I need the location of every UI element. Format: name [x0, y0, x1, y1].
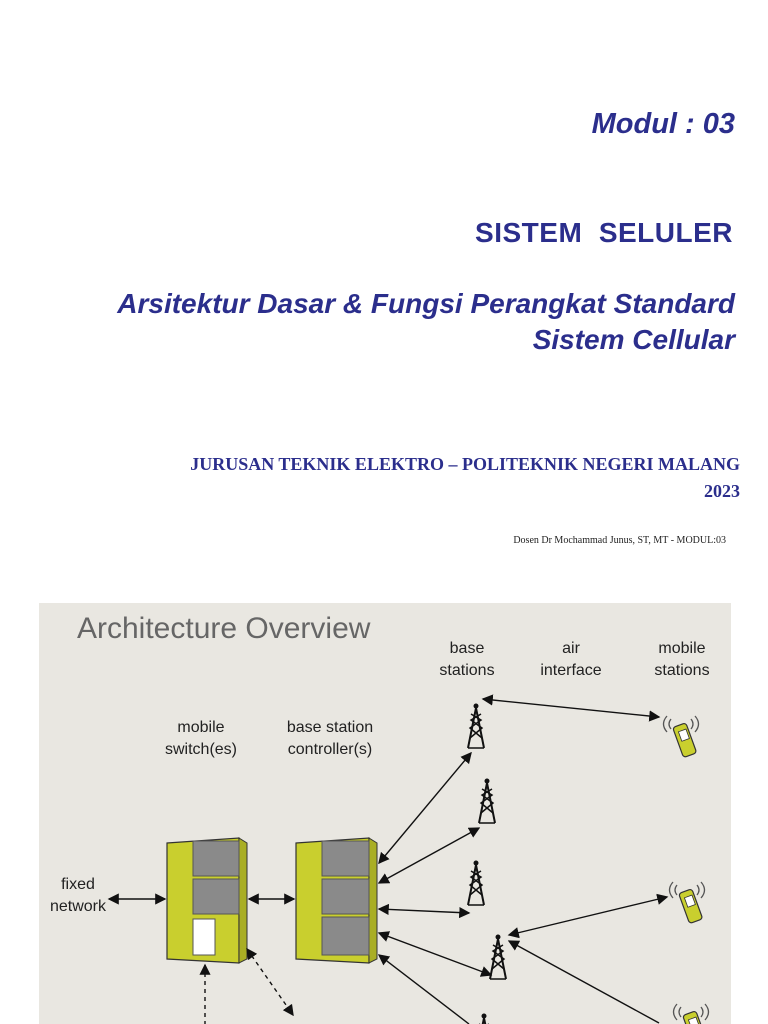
tower-icon: [479, 779, 495, 824]
year: 2023: [704, 481, 740, 501]
mobile-switch-cabinet: [167, 838, 247, 963]
base-stations-label-1: base: [449, 640, 485, 657]
tower-icon: [490, 935, 506, 980]
document-title: SISTEM SELULER: [475, 217, 733, 248]
document-subtitle: [15, 286, 735, 358]
tower-icon: [476, 1014, 492, 1024]
subtitle-line-2: Sistem Cellular: [532, 324, 735, 355]
tower-icon: [468, 861, 484, 906]
mobile-switch-label-2: switch(es): [164, 741, 238, 758]
lecturer-note: Dosen Dr Mochammad Junus, ST, MT - MODUL:03: [513, 535, 726, 546]
diagram-heading: Architecture Overview: [77, 612, 371, 645]
air-interface-label-1: air: [562, 640, 580, 657]
mobile-switch-label-1: mobile: [177, 719, 225, 736]
architecture-diagram: [39, 603, 731, 1024]
mobile-phone-icon: [670, 882, 705, 924]
base-stations-label-2: stations: [439, 662, 495, 679]
bsc-cabinet: [296, 838, 377, 963]
mobile-stations-label-1: mobile: [658, 640, 706, 657]
mobile-stations-label-2: stations: [654, 662, 710, 679]
module-number: Modul : 03: [591, 108, 735, 140]
architecture-svg: [39, 603, 731, 1024]
department-name: JURUSAN TEKNIK ELEKTRO – POLITEKNIK NEGERI MALANG: [190, 454, 740, 474]
tower-icon: [468, 704, 484, 749]
bsc-label-2: controller(s): [287, 741, 373, 758]
air-interface-label-2: interface: [540, 662, 602, 679]
bsc-label-1: base station: [286, 719, 374, 736]
department-block: [20, 451, 740, 505]
mobile-phone-icon: [674, 1004, 709, 1024]
mobile-phone-icon: [664, 716, 699, 758]
subtitle-line-1: Arsitektur Dasar & Fungsi Perangkat Standard: [117, 288, 735, 319]
fixed-network-label-2: network: [49, 898, 107, 915]
fixed-network-label-1: fixed: [61, 876, 95, 893]
